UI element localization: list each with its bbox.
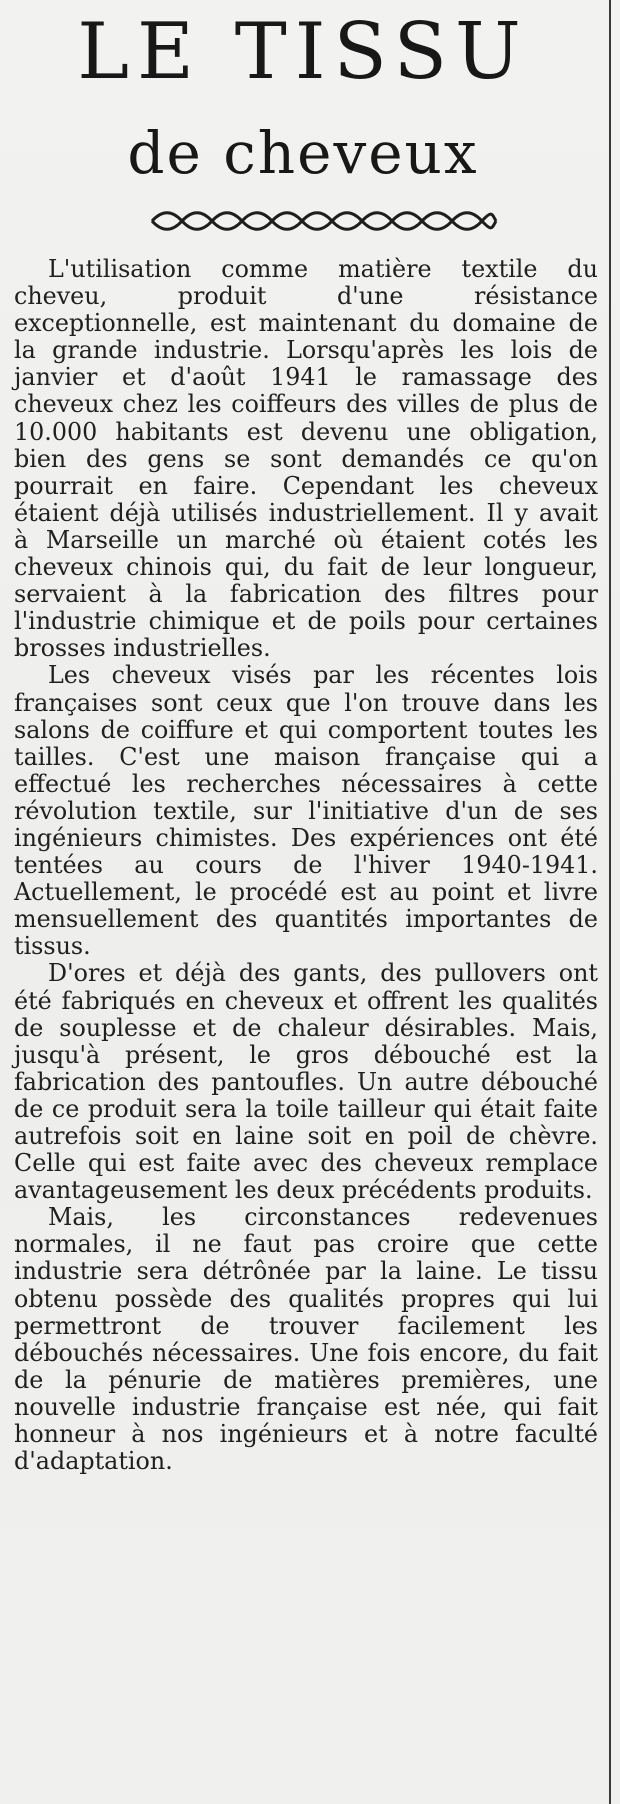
headline: LE TISSU (77, 7, 529, 97)
article-paragraph: L'utilisation comme matière textile du cheveu, produit d'une résistance exceptionnelle, est maintenant du domaine de la grande industrie. Lorsqu'après les lois de janvier et d'août 1941 le ramassage des cheveux chez les coiffeurs des villes de plus de 10.000 habitants est devenu une obligation, bien des gens se sont demandés ce qu'on pourrait en faire. Cependant les cheveux étaient déjà utilisés industriellement. Il y avait à Marseille un marché où étaient cotés les cheveux chinois qui, du fait de leur longueur, servaient à la fabrication des filtres pour l'industrie chimique et de poils pour certaines brosses industrielles. (14, 255, 598, 663)
article-paragraph: D'ores et déjà des gants, des pullovers ont été fabriqués en cheveux et offrent les qualités de souplesse et de chaleur désirables. Mais, jusqu'à présent, le gros débouché est la fabrication des pantoufles. Un autre débouché de ce produit sera la toile tailleur qui était faite autrefois soit en laine soit en poil de chèvre. Celle qui est faite avec des cheveux remplace avantageusement les deux précédents produits. (14, 959, 598, 1205)
article-paragraph: Les cheveux visés par les récentes lois françaises sont ceux que l'on trouve dans les salons de coiffure et qui comportent toutes les tailles. C'est une maison française qui a effectué les recherches nécessaires à cette révolution textile, sur l'initiative d'un de ses ingénieurs chimistes. Des expériences ont été tentées au cours de l'hiver 1940-1941. Actuellement, le procédé est au point et livre mensuellement des quantités importantes de tissus. (14, 661, 598, 961)
column-rule (609, 0, 611, 1804)
decorative-divider (148, 208, 500, 234)
article-paragraph: Mais, les circonstances redevenues normales, il ne faut pas croire que cette industrie sera détrônée par la laine. Le tissu obtenu possède des qualités propres qui lui permettront de trouver facilement les débouchés nécessaires. Une fois encore, du fait de la pénurie de matières premières, une nouvelle industrie française est née, qui fait honneur à nos ingénieurs et à notre faculté d'adaptation. (14, 1203, 598, 1476)
subheadline: de cheveux (127, 119, 479, 187)
article-body (14, 256, 598, 1475)
